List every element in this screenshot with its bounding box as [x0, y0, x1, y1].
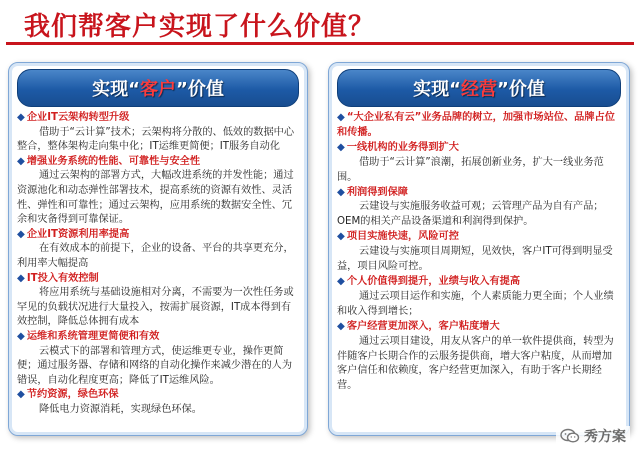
list-item: [17, 330, 299, 388]
list-item: [337, 275, 621, 320]
business-value-panel: [328, 62, 630, 436]
customer-value-list: [9, 111, 307, 417]
wechat-icon: [560, 428, 580, 444]
item-body: 云建设与实施项目周期短，见效快，客户IT可得到明显受益，项目风险可控。: [337, 246, 613, 273]
item-body: 云建设与实施服务收益可观；云管理产品为自有产品；OEM的相关产品设备渠道和利润得到保护。: [337, 201, 604, 228]
item-body: 通过云项目建设，用友从客户的单一软件提供商，转型为伴随客户长期合作的云服务提供商，增大客户粘度，从而增加客户信任和依赖度，客户经营更加深入，有助于客户长期经营。: [337, 335, 614, 392]
diamond-bullet-icon: ◆: [17, 112, 25, 123]
business-value-list: [329, 111, 629, 394]
page-title: 我们帮客户实现了什么价值？: [24, 12, 376, 42]
header-highlight: 经营: [461, 79, 497, 100]
list-item: [17, 228, 299, 272]
customer-value-panel: [8, 62, 308, 436]
diamond-bullet-icon: ◆: [17, 155, 25, 167]
item-title: 客户经营更加深入，客户粘度增大: [346, 320, 500, 332]
diamond-bullet-icon: ◆: [17, 330, 25, 342]
diamond-bullet-icon: ◆: [337, 112, 345, 123]
item-body: 降低电力资源消耗，实现绿色环保。: [39, 403, 202, 415]
diamond-bullet-icon: ◆: [337, 320, 345, 332]
diamond-bullet-icon: ◆: [337, 141, 345, 153]
header-prefix: 实现“: [413, 79, 461, 100]
item-body: 通过云项目运作和实施，个人素质能力更全面；个人业绩和收入得到增长；: [337, 290, 614, 317]
item-title: 企业IT资源利用率提高: [26, 228, 130, 240]
list-item: [337, 186, 621, 231]
header-prefix: 实现“: [92, 79, 140, 100]
item-title: 增强业务系统的性能、可靠性与安全性: [26, 155, 201, 167]
list-item: [17, 155, 299, 228]
item-body: 云模式下的部署和管理方式，使运维更专业，操作更简便；通过服务器、存储和网络的自动化操作来减少潜在的人为错误，自动化程度更高；降低了IT运维风险。: [17, 345, 293, 386]
list-item: [337, 111, 621, 141]
item-title: 项目实施快速，风险可控: [346, 231, 459, 243]
diamond-bullet-icon: ◆: [337, 186, 345, 198]
list-item: [17, 272, 299, 330]
item-title: 企业IT云架构转型升级: [26, 112, 130, 123]
customer-value-header: [17, 69, 299, 107]
diamond-bullet-icon: ◆: [17, 389, 25, 401]
watermark: [556, 426, 630, 446]
header-highlight: 客户: [140, 79, 176, 100]
item-title: 个人价值得到提升，业绩与收入有提高: [346, 275, 521, 287]
list-item: [337, 141, 621, 186]
item-title: “大企业私有云”业务品牌的树立，加强市场站位、品牌占位和传播。: [337, 112, 615, 138]
item-title: 运维和系统管理更简便和有效: [26, 330, 160, 342]
diamond-bullet-icon: ◆: [17, 228, 25, 240]
item-title: IT投入有效控制: [26, 272, 99, 284]
header-suffix: ”价值: [497, 79, 545, 100]
item-title: 利润得到保障: [346, 186, 408, 198]
list-item: [17, 388, 299, 417]
item-body: 借助于“云计算”技术；云架构将分散的、低效的数据中心整合，整体架构走向集中化；IT运维更简便；IT服务自动化: [17, 126, 295, 153]
list-item: [17, 111, 299, 155]
item-body: 在有效成本的前提下，企业的设备、平台的共享更充分，利用率大幅提高: [17, 243, 294, 269]
title-divider: [6, 42, 634, 45]
item-body: 借助于“云计算”浪潮，拓展创新业务，扩大一线业务范围。: [337, 156, 604, 183]
list-item: [337, 320, 621, 395]
list-item: [337, 230, 621, 275]
watermark-text: 秀方案: [584, 429, 626, 445]
diamond-bullet-icon: ◆: [337, 275, 345, 287]
item-body: 通过云架构的部署方式，大幅改进系统的并发性能；通过资源池化和动态弹性部署技术，提高系统的资源有效性、灵活性、弹性和可靠性；通过云架构，应用系统的数据安全性、冗余和灾备得到可靠保证。: [17, 170, 294, 226]
item-title: 节约资源，绿色环保: [26, 389, 119, 401]
diamond-bullet-icon: ◆: [337, 231, 345, 243]
item-body: 将应用系统与基础设施相对分离，不需要为一次性任务或罕见的负载状况进行大量投入，按需扩展资源，IT成本得到有效控制，降低总体拥有成本: [17, 287, 294, 328]
business-value-header: [337, 69, 621, 107]
header-suffix: ”价值: [176, 79, 224, 100]
diamond-bullet-icon: ◆: [17, 272, 25, 284]
item-title: 一线机构的业务得到扩大: [346, 141, 459, 153]
